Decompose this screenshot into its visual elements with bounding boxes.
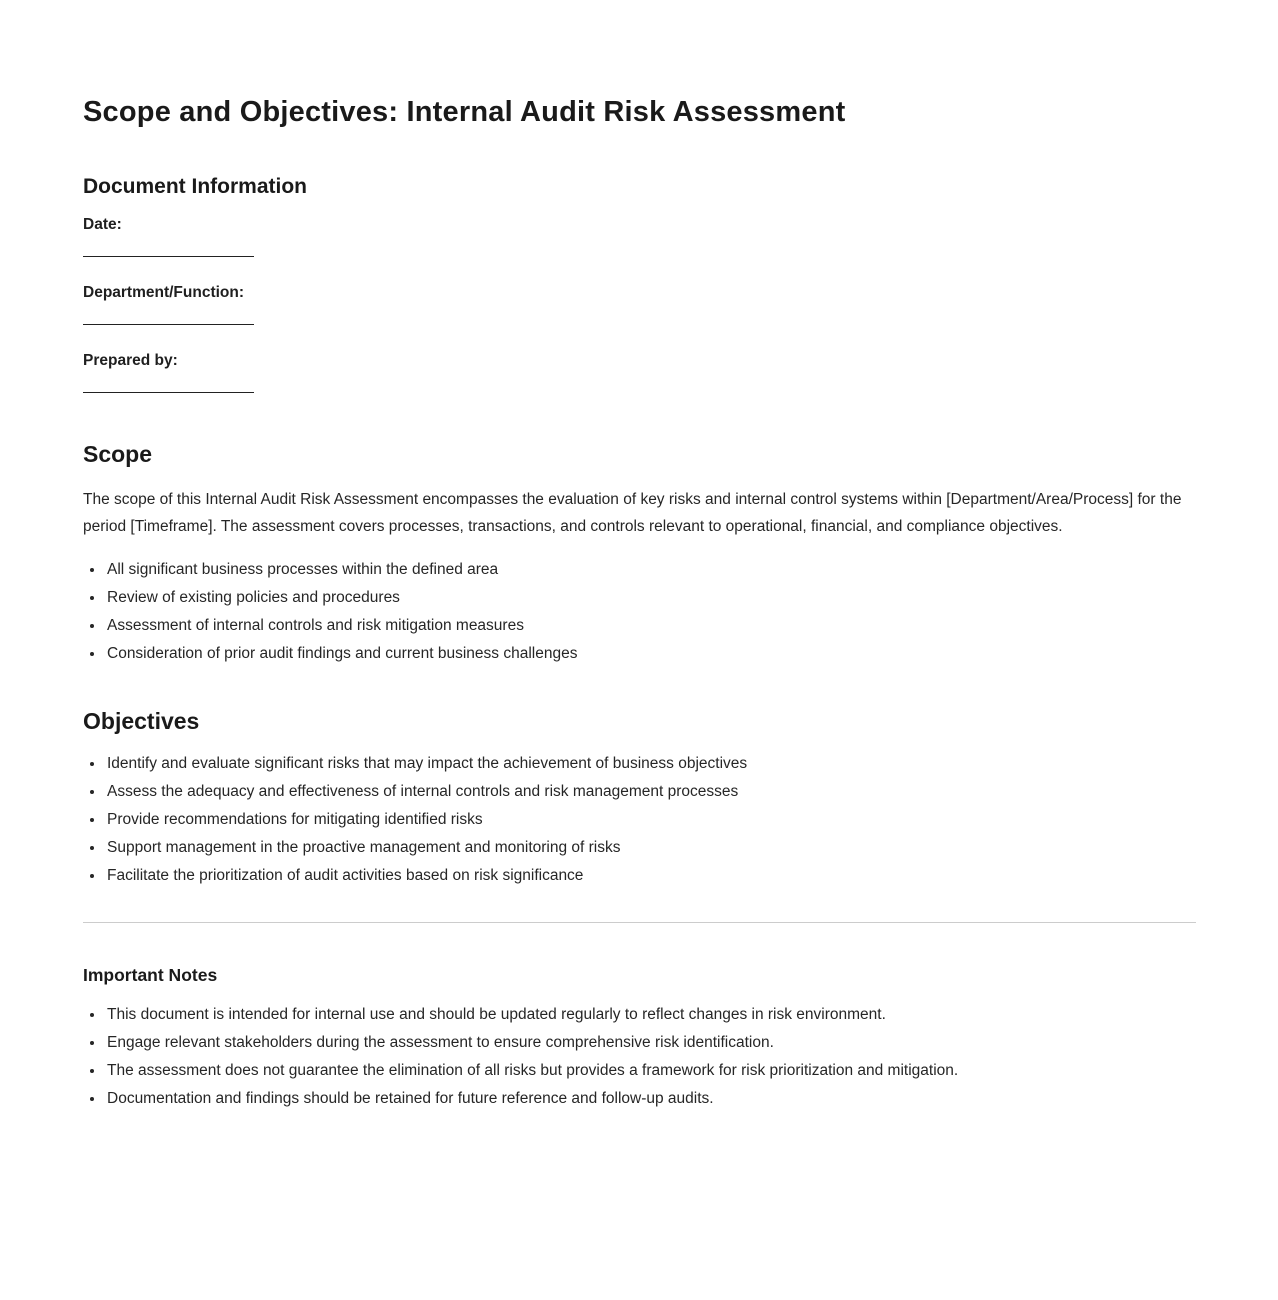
field-label-prepared-by: Prepared by: (83, 351, 178, 369)
objectives-list (83, 753, 1196, 886)
fill-in-line-date (83, 256, 254, 257)
page-title: Scope and Objectives: Internal Audit Risk Assessment (83, 96, 846, 128)
important-notes-item: • The assessment does not guarantee the elimination of all risks but provides a framework for risk prioritization and mitigation. (105, 1060, 1196, 1081)
important-notes-section (83, 965, 1196, 1109)
scope-list-item: • Review of existing policies and procedures (105, 587, 1196, 608)
scope-list-item: • All significant business processes within the defined area (105, 559, 1196, 580)
objectives-section (83, 708, 1196, 887)
scope-section (83, 441, 1196, 664)
document-information-heading: Document Information (83, 174, 307, 198)
field-date (83, 215, 1196, 257)
scope-list-item: • Consideration of prior audit findings and current business challenges (105, 643, 1196, 664)
document-information-section (83, 174, 1196, 393)
objectives-heading: Objectives (83, 707, 200, 734)
objectives-list-item: • Identify and evaluate significant risks that may impact the achievement of business objectives (105, 753, 1196, 774)
objectives-list-item: • Assess the adequacy and effectiveness of internal controls and risk management processes (105, 781, 1196, 802)
important-notes-item: • Engage relevant stakeholders during the assessment to ensure comprehensive risk identification. (105, 1032, 1196, 1053)
field-prepared-by (83, 351, 1196, 393)
important-notes-heading: Important Notes (83, 965, 218, 986)
objectives-list-item: • Facilitate the prioritization of audit activities based on risk significance (105, 865, 1196, 886)
fill-in-line-prepared-by (83, 392, 254, 393)
field-department-function (83, 283, 1196, 325)
scope-paragraph: The scope of this Internal Audit Risk Assessment encompasses the evaluation of key risks and internal control systems within [Department/Area/Process] for the period [Timeframe]. The assessment covers processes, transactions, and controls relevant to operational, financial, and compliance objectives. (83, 490, 1182, 536)
important-notes-list (83, 1004, 1196, 1109)
scope-list (83, 559, 1196, 664)
important-notes-item: • Documentation and findings should be retained for future reference and follow-up audits. (105, 1088, 1196, 1109)
field-label-date: Date: (83, 215, 122, 233)
important-notes-item: • This document is intended for internal use and should be updated regularly to reflect changes in risk environment. (105, 1004, 1196, 1025)
scope-list-item: • Assessment of internal controls and risk mitigation measures (105, 615, 1196, 636)
document-information-fields (83, 215, 1196, 393)
field-label-department-function: Department/Function: (83, 283, 245, 301)
objectives-list-item: • Support management in the proactive management and monitoring of risks (105, 837, 1196, 858)
fill-in-line-department-function (83, 324, 254, 325)
objectives-list-item: • Provide recommendations for mitigating identified risks (105, 809, 1196, 830)
section-divider (83, 922, 1196, 923)
scope-heading: Scope (83, 440, 153, 467)
